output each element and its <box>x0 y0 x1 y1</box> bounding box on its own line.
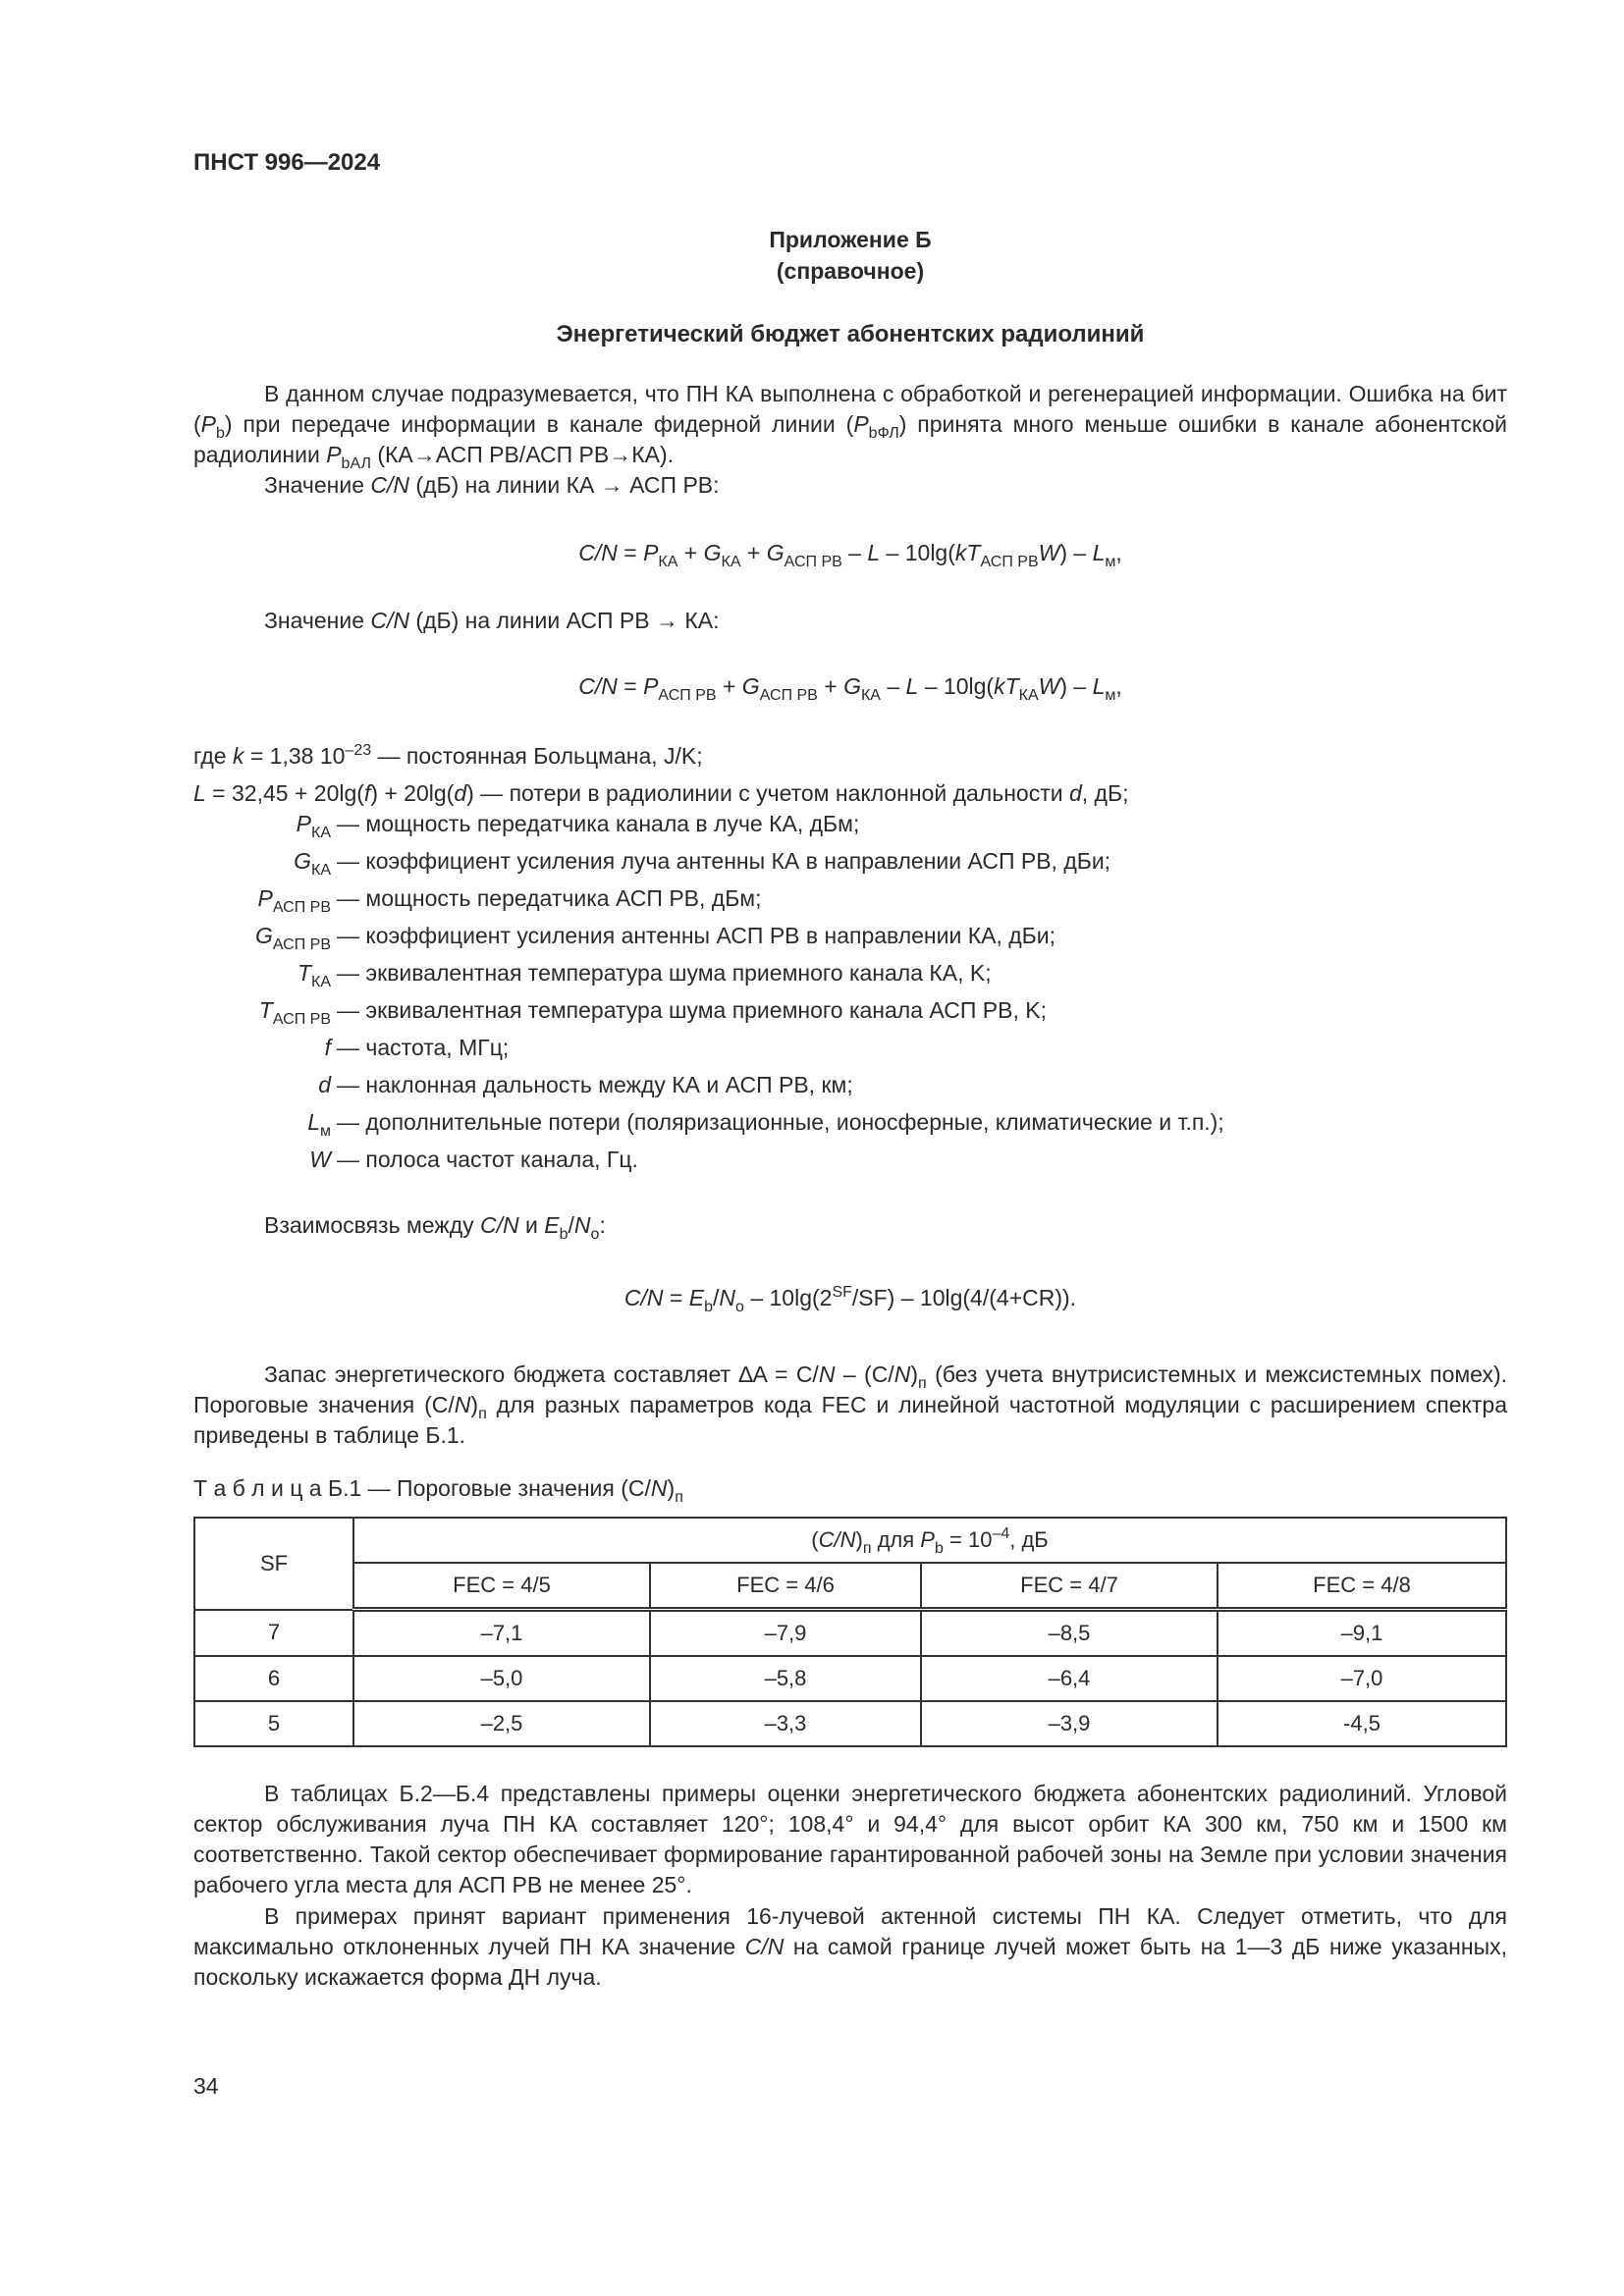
subscript: АСП РВ <box>784 554 842 570</box>
subscript: КА <box>860 687 881 704</box>
where-l <box>193 778 1507 809</box>
sf-header: SF <box>194 1518 353 1610</box>
subscript: м <box>1105 554 1116 570</box>
subscript: КА <box>311 974 331 990</box>
italic-symbol: C/N <box>370 472 410 498</box>
text-run: В примерах принят вариант применения 16-лучевой актенной системы ПН КА. Следует отметить, что для максимально отклоненных лучей ПН КА значение <box>193 1903 1507 1959</box>
definition-text: — наклонная дальность между КА и АСП РВ, км; <box>337 1072 853 1097</box>
italic-symbol: L <box>1092 673 1106 699</box>
group-header <box>353 1518 1506 1563</box>
column-header: FEC = 4/5 <box>353 1563 650 1610</box>
superscript: –23 <box>345 742 372 759</box>
appendix-note: (справочное) <box>776 258 925 284</box>
text-run: + <box>716 673 742 699</box>
definition-text: — мощность передатчика канала в луче КА, дБм; <box>337 811 860 836</box>
italic-symbol: L <box>867 540 881 565</box>
text-run: ) <box>667 1475 676 1501</box>
italic-symbol: E <box>544 1212 560 1238</box>
subscript: КА <box>721 554 741 570</box>
italic-symbol: f <box>363 780 371 806</box>
subscript: b <box>559 1226 568 1243</box>
italic-symbol: kT <box>954 540 981 565</box>
definition-symbol <box>193 1109 337 1140</box>
italic-symbol: f <box>324 1035 331 1060</box>
text-run: ) – <box>1059 540 1093 565</box>
italic-symbol: P <box>643 540 659 565</box>
italic-symbol: G <box>294 848 311 874</box>
column-header: FEC = 4/6 <box>650 1563 921 1610</box>
cn-downlink-intro <box>193 470 1507 501</box>
text-run: , <box>1115 673 1122 699</box>
subscript: п <box>918 1375 927 1392</box>
value-cell: –3,9 <box>921 1701 1218 1746</box>
text-run: ) принята много меньше ошибки в канале абонентской радиолинии <box>193 411 1507 467</box>
definition-item <box>193 885 1507 923</box>
text-run: (КА→АСП РВ/АСП РВ→КА). <box>370 442 675 467</box>
text-run: / <box>568 1212 574 1238</box>
definition-text: — эквивалентная температура шума приемного канала КА, K; <box>337 960 992 986</box>
text-run: (без учета внутрисистемных и межсистемных помех). Пороговые значения (C/ <box>193 1362 1508 1417</box>
examples-paragraph <box>193 1779 1507 1900</box>
value-cell: –8,5 <box>921 1610 1218 1657</box>
definition-symbol <box>193 997 337 1028</box>
text-run: = <box>663 1285 689 1310</box>
italic-symbol: N <box>573 1212 591 1238</box>
definition-item <box>193 1072 1507 1109</box>
definition-text: — коэффициент усиления луча антенны КА в направлении АСП РВ, дБи; <box>337 848 1111 874</box>
definition-symbol <box>193 1072 337 1098</box>
text-run: – 10lg( <box>880 540 955 565</box>
superscript: –4 <box>992 1525 1010 1542</box>
italic-symbol: G <box>254 923 273 948</box>
text-run: , дБ <box>1009 1527 1049 1552</box>
italic-symbol: T <box>258 997 273 1023</box>
text-run: : <box>599 1212 606 1238</box>
sf-cell: 6 <box>194 1656 353 1701</box>
text-run: , <box>1115 540 1122 565</box>
value-cell: –9,1 <box>1218 1610 1506 1657</box>
text-run: ) при передаче информации в канале фидерной линии ( <box>224 411 854 437</box>
text-run: Значение <box>264 472 371 498</box>
italic-symbol: N <box>893 1362 911 1387</box>
subscript: b <box>934 1540 944 1557</box>
italic-symbol: G <box>741 673 760 699</box>
value-cell: –7,0 <box>1218 1656 1506 1701</box>
text-run: , дБ; <box>1081 780 1129 806</box>
superscript: SF <box>832 1284 852 1301</box>
definition-text: — мощность передатчика АСП РВ, дБм; <box>337 885 762 911</box>
column-header: FEC = 4/7 <box>921 1563 1218 1610</box>
definition-symbol <box>193 1147 337 1173</box>
subscript: АСП РВ <box>759 687 818 704</box>
italic-symbol: d <box>1068 780 1082 806</box>
text-run: = 10 <box>943 1527 993 1552</box>
definition-symbol <box>193 885 337 916</box>
subscript: п <box>478 1406 487 1422</box>
text-run: на самой границе лучей может быть на 1—3 дБ ниже указанных, поскольку искажается форма ДН луча. <box>193 1934 1507 1990</box>
italic-symbol: k <box>232 743 244 769</box>
text-run: – 10lg( <box>918 673 995 699</box>
formula-downlink <box>193 540 1507 570</box>
subscript: АСП РВ <box>272 1011 331 1028</box>
italic-symbol: G <box>703 540 722 565</box>
italic-symbol: C/N <box>370 608 410 633</box>
definition-symbol <box>193 811 337 841</box>
definition-symbol <box>193 923 337 953</box>
text-run: + <box>817 673 844 699</box>
subscript: КА <box>311 825 331 841</box>
text-run: = 1,38 10 <box>244 743 346 769</box>
italic-symbol: P <box>326 442 342 467</box>
text-run: – (C/ <box>835 1362 894 1387</box>
italic-symbol: C/N <box>578 673 618 699</box>
subscript: b <box>704 1299 714 1315</box>
definition-text: — частота, МГц; <box>337 1035 510 1060</box>
definitions-list <box>193 811 1507 1184</box>
threshold-table <box>193 1517 1507 1747</box>
text-run: Запас энергетического бюджета составляет ∆A = C/ <box>264 1362 819 1387</box>
sf-cell: 7 <box>194 1610 353 1657</box>
subscript: bФЛ <box>868 425 899 442</box>
text-run: – 10lg(2 <box>743 1285 833 1310</box>
definition-text: — эквивалентная температура шума приемного канала АСП РВ, K; <box>337 997 1047 1023</box>
value-cell: –2,5 <box>353 1701 650 1746</box>
italic-symbol: W <box>1038 673 1060 699</box>
definition-item <box>193 997 1507 1035</box>
text-run: ) <box>855 1527 863 1552</box>
italic-symbol: C/N <box>623 1285 664 1310</box>
subscript: АСП РВ <box>272 899 331 916</box>
text-run: /SF) – 10lg(4/(4+CR)). <box>851 1285 1077 1310</box>
italic-symbol: G <box>766 540 785 565</box>
definition-symbol <box>193 1035 337 1061</box>
value-cell: –7,1 <box>353 1610 650 1657</box>
subscript: b <box>216 425 225 442</box>
italic-symbol: N <box>818 1362 836 1387</box>
definition-item <box>193 1109 1507 1147</box>
italic-symbol: L <box>1092 540 1106 565</box>
text-run: для разных параметров кода FEC и линейной частотной модуляции с расширением спектра приведены в таблице Б.1. <box>193 1392 1507 1448</box>
text-run: ) – <box>1059 673 1093 699</box>
subscript: КА <box>1018 687 1039 704</box>
definition-item <box>193 811 1507 848</box>
italic-symbol: d <box>454 780 467 806</box>
table-row <box>194 1610 1506 1657</box>
italic-symbol: P <box>296 811 311 836</box>
subscript: o <box>590 1226 600 1243</box>
antenna-paragraph <box>193 1901 1507 1993</box>
text-run: (дБ) на линии АСП РВ → КА: <box>409 608 720 633</box>
italic-symbol: W <box>1038 540 1060 565</box>
italic-symbol: C/N <box>818 1527 856 1552</box>
text-run: = <box>617 540 644 565</box>
italic-symbol: P <box>643 673 659 699</box>
italic-symbol: P <box>853 411 869 437</box>
italic-symbol: W <box>309 1147 331 1172</box>
table-row <box>194 1701 1506 1746</box>
italic-symbol: P <box>200 411 217 437</box>
italic-symbol: L <box>905 673 919 699</box>
subscript: м <box>1105 687 1116 704</box>
text-run: ) <box>470 1392 479 1417</box>
text-run: + <box>740 540 767 565</box>
definition-text: — коэффициент усиления антенны АСП РВ в направлении КА, дБи; <box>337 923 1056 948</box>
italic-symbol: N <box>454 1392 471 1417</box>
text-run: / <box>713 1285 720 1310</box>
text-run: ) + 20lg( <box>370 780 455 806</box>
table-caption <box>193 1473 1507 1504</box>
italic-symbol: E <box>688 1285 705 1310</box>
definition-item <box>193 1147 1507 1184</box>
sf-cell: 5 <box>194 1701 353 1746</box>
italic-symbol: L <box>193 780 206 806</box>
subscript: bАЛ <box>341 455 371 472</box>
value-cell: -4,5 <box>1218 1701 1506 1746</box>
italic-symbol: G <box>843 673 861 699</box>
italic-symbol: L <box>307 1109 320 1135</box>
text-run: ( <box>811 1527 819 1552</box>
definition-symbol <box>193 848 337 879</box>
subscript: o <box>735 1299 744 1315</box>
intro-paragraph <box>193 379 1507 470</box>
text-run: = 32,45 + 20lg( <box>205 780 364 806</box>
italic-symbol: T <box>297 960 311 986</box>
subscript: п <box>675 1489 683 1506</box>
definition-item <box>193 960 1507 997</box>
italic-symbol: N <box>650 1475 668 1501</box>
text-run: для <box>871 1527 921 1552</box>
definition-text: — полоса частот канала, Гц. <box>337 1147 638 1172</box>
text-run: – <box>880 673 906 699</box>
subscript: п <box>862 1540 872 1557</box>
text-run: В таблицах Б.2—Б.4 представлены примеры оценки энергетического бюджета абонентских радиолиний. Угловой сектор обслуживания луча ПН КА составляет 120°; 108,4° и 94,4° для высот орбит КА 300 км, 750 км и 1500 км соответственно. Такой сектор обеспечивает формирование гарантированной рабочей зоны на Земле при условии значения рабочего угла места для АСП РВ не менее 25°. <box>193 1781 1507 1897</box>
text-run: + <box>677 540 704 565</box>
definition-item <box>193 923 1507 960</box>
where-k <box>193 741 1507 772</box>
text-run: – <box>841 540 868 565</box>
definition-text: — дополнительные потери (поляризационные, ионосферные, климатические и т.п.); <box>337 1109 1224 1135</box>
document-header: ПНСТ 996—2024 <box>193 149 381 176</box>
italic-symbol: C/N <box>578 540 618 565</box>
text-run: Т а б л и ц а Б.1 — Пороговые значения (C/ <box>193 1475 651 1501</box>
subscript: КА <box>311 862 331 879</box>
italic-symbol: P <box>920 1527 935 1552</box>
value-cell: –3,3 <box>650 1701 921 1746</box>
italic-symbol: P <box>257 885 273 911</box>
value-cell: –7,9 <box>650 1610 921 1657</box>
table-row <box>194 1656 1506 1701</box>
page-number: 34 <box>193 2073 219 2099</box>
subscript: КА <box>658 554 678 570</box>
cn-uplink-intro <box>193 606 1507 636</box>
italic-symbol: C/N <box>744 1934 785 1959</box>
italic-symbol: kT <box>994 673 1019 699</box>
formula-uplink <box>193 673 1507 704</box>
subscript: АСП РВ <box>658 687 717 704</box>
text-run: — постоянная Больцмана, J/K; <box>371 743 703 769</box>
formula-cn-ebno <box>193 1284 1507 1315</box>
text-run: ) <box>910 1362 918 1387</box>
text-run: и <box>518 1212 545 1238</box>
text-run: ) — потери в радиолинии с учетом наклонной дальности <box>466 780 1069 806</box>
value-cell: –6,4 <box>921 1656 1218 1701</box>
column-header: FEC = 4/8 <box>1218 1563 1506 1610</box>
definition-item <box>193 848 1507 885</box>
value-cell: –5,8 <box>650 1656 921 1701</box>
value-cell: –5,0 <box>353 1656 650 1701</box>
italic-symbol: d <box>318 1072 331 1097</box>
italic-symbol: C/N <box>480 1212 519 1238</box>
text-run: Взаимосвязь между <box>264 1212 481 1238</box>
text-run: где <box>193 743 233 769</box>
section-title: Энергетический бюджет абонентских радиолиний <box>556 321 1145 347</box>
relation-intro <box>193 1210 1507 1241</box>
text-run: В данном случае подразумевается, что ПН КА выполнена с обработкой и регенерацией информации. Ошибка на бит ( <box>193 381 1507 437</box>
text-run: = <box>617 673 644 699</box>
text-run: (дБ) на линии КА → АСП РВ: <box>409 472 720 498</box>
subscript: АСП РВ <box>272 936 331 953</box>
budget-margin-paragraph <box>193 1360 1507 1451</box>
appendix-title: Приложение Б <box>769 227 932 252</box>
subscript: АСП РВ <box>980 554 1039 570</box>
text-run: Значение <box>264 608 371 633</box>
definition-item <box>193 1035 1507 1072</box>
definition-symbol <box>193 960 337 990</box>
italic-symbol: N <box>719 1285 736 1310</box>
subscript: м <box>320 1123 331 1140</box>
